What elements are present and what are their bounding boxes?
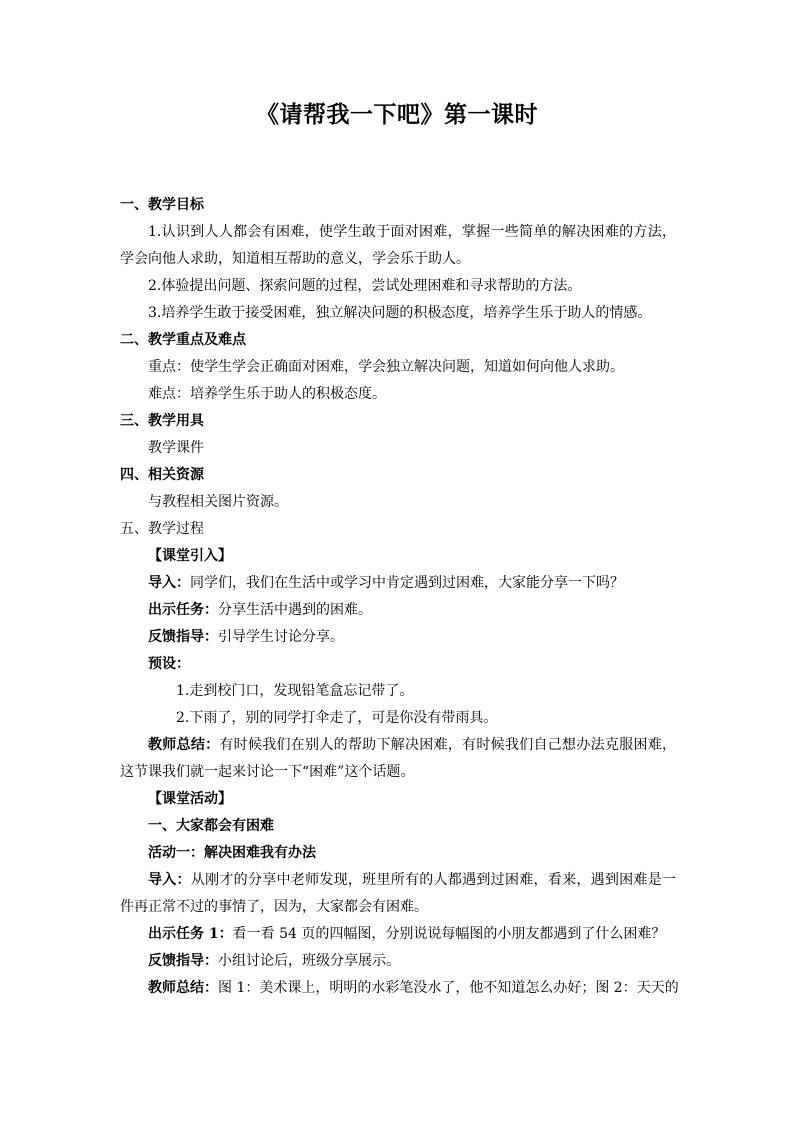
task-text: 分享生活中遇到的困难。 — [218, 602, 372, 618]
page-title: 《请帮我一下吧》第一课时 — [256, 101, 538, 128]
feedback-label: 反馈指导： — [148, 629, 218, 645]
document-body — [120, 192, 679, 1002]
section-heading-resources: 四、相关资源 — [120, 467, 204, 483]
goal-1: 1.认识到人人都会有困难，使学生敢于面对困难，掌握一些简单的解决困难的方法，学会向他人求助，知道相互帮助的意义，学会乐于助人。 — [120, 224, 676, 267]
feedback-2-text: 小组讨论后，班级分享展示。 — [218, 953, 400, 969]
activity-tag: 【课堂活动】 — [148, 791, 232, 807]
lead-in-text: 同学们，我们在生活中或学习中肯定遇到过困难，大家能分享一下吗？ — [190, 575, 624, 591]
section-heading-process: 五、教学过程 — [120, 521, 204, 537]
intro-tag: 【课堂引入】 — [148, 548, 232, 564]
summary-text: 有时候我们在别人的帮助下解决困难，有时候我们自己想办法克服困难，这节课我们就一起来讨论一下“困难”这个话题。 — [120, 737, 676, 780]
summary-label: 教师总结： — [148, 737, 220, 753]
lead-in-2-label: 导入： — [148, 872, 191, 888]
activity-1-heading: 活动一：解决困难我有办法 — [148, 845, 316, 861]
lead-in-label: 导入： — [148, 575, 190, 591]
section-heading-goals: 一、教学目标 — [120, 197, 204, 213]
tools-text: 教学课件 — [148, 440, 204, 456]
section-heading-key-points: 二、教学重点及难点 — [120, 332, 246, 348]
key-point: 重点：使学生学会正确面对困难，学会独立解决问题，知道如何向他人求助。 — [148, 359, 624, 375]
subsection-heading: 一、大家都会有困难 — [148, 818, 274, 834]
summary-2-text: 图 1：美术课上，明明的水彩笔没水了，他不知道怎么办好；图 2：天天的 — [218, 980, 679, 996]
preset-1: 1.走到校门口，发现铅笔盒忘记带了。 — [176, 683, 414, 699]
intro-feedback — [120, 624, 676, 651]
intro-lead-in — [120, 570, 676, 597]
task-2-text: 看一看 54 页的四幅图，分别说说每幅图的小朋友都遇到了什么困难？ — [232, 926, 666, 942]
summary-2-label: 教师总结： — [148, 980, 218, 996]
activity-feedback — [120, 948, 676, 975]
teacher-summary-1 — [120, 732, 676, 786]
activity-lead-in — [120, 867, 676, 921]
activity-task — [120, 921, 676, 948]
intro-task — [120, 597, 676, 624]
teacher-summary-2 — [120, 975, 679, 1002]
resources-text: 与教程相关图片资源。 — [148, 494, 288, 510]
task-2-label: 出示任务 1： — [148, 926, 233, 942]
preset-label: 预设： — [148, 656, 190, 672]
preset-2: 2.下雨了，别的同学打伞走了，可是你没有带雨具。 — [176, 710, 498, 726]
feedback-2-label: 反馈指导： — [148, 953, 218, 969]
goal-3: 3.培养学生敢于接受困难，独立解决问题的积极态度，培养学生乐于助人的情感。 — [148, 305, 652, 321]
section-heading-tools: 三、教学用具 — [120, 413, 204, 429]
feedback-text: 引导学生讨论分享。 — [218, 629, 344, 645]
difficult-point: 难点：培养学生乐于助人的积极态度。 — [148, 386, 386, 402]
lead-in-2-text: 从刚才的分享中老师发现，班里所有的人都遇到过困难，看来，遇到困难是一件再正常不过的事情了，因为，大家都会有困难。 — [120, 872, 677, 915]
task-label: 出示任务： — [148, 602, 218, 618]
goal-2: 2.体验提出问题、探索问题的过程，尝试处理困难和寻求帮助的方法。 — [148, 278, 582, 294]
